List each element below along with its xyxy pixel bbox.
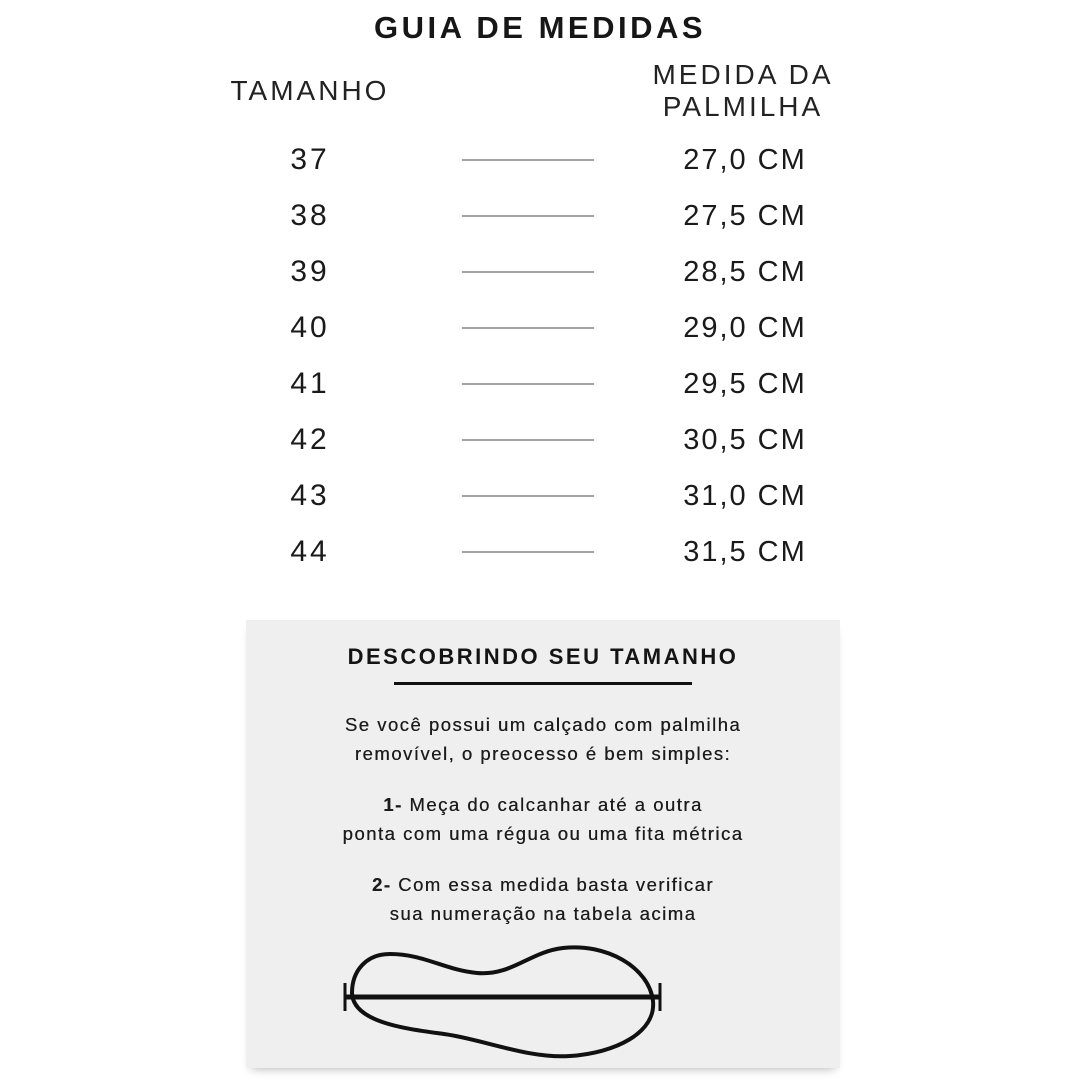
row-divider [390,439,630,441]
intro-text [345,710,741,768]
measure-value: 30,5 CM [683,423,807,456]
step-1-line-1-text: Meça do calcanhar até a outra [409,794,703,815]
size-value: 42 [290,423,330,456]
row-divider [390,271,630,273]
size-value: 37 [290,143,330,176]
row-divider [390,495,630,497]
intro-line-1: Se você possui um calçado com palmilha [344,714,742,735]
insole-diagram [342,941,674,1065]
divider-line [462,159,594,161]
size-table [230,54,850,580]
measure-value: 28,5 CM [683,255,807,288]
info-box-heading: DESCOBRINDO SEU TAMANHO [347,644,739,669]
size-value: 38 [290,199,330,232]
divider-line [462,495,594,497]
step-2-text [372,870,714,928]
table-row [230,300,850,356]
step-1-line-2: ponta com uma régua ou uma fita métrica [342,823,744,844]
measure-value: 31,0 CM [683,479,807,512]
divider-line [462,271,594,273]
table-row [230,132,850,188]
table-row [230,412,850,468]
divider-line [462,439,594,441]
step-2-number: 2- [372,874,392,895]
column-header-medida-palmilha: MEDIDA DA PALMILHA [652,59,834,122]
row-divider [390,383,630,385]
step-2-line-1 [372,870,714,899]
table-row [230,188,850,244]
measure-value: 31,5 CM [683,535,807,568]
table-row [230,524,850,580]
measure-value: 27,0 CM [683,143,807,176]
row-divider [390,551,630,553]
divider-line [462,215,594,217]
step-2-line-1-text: Com essa medida basta verificar [398,874,714,895]
row-divider [390,215,630,217]
step-1-text [343,790,744,848]
table-header-row [230,54,850,128]
heading-underline [394,682,692,685]
measure-value: 27,5 CM [683,199,807,232]
table-row [230,244,850,300]
divider-line [462,551,594,553]
measure-value: 29,0 CM [683,311,807,344]
info-box [246,620,840,1068]
size-value: 40 [290,311,330,344]
intro-line-2: removível, o preocesso é bem simples: [354,743,732,764]
table-row [230,356,850,412]
insole-outline-path [352,947,653,1056]
size-value: 43 [290,479,330,512]
size-value: 39 [290,255,330,288]
size-value: 41 [290,367,330,400]
table-rows [230,132,850,580]
table-row [230,468,850,524]
column-header-tamanho: TAMANHO [230,75,390,106]
row-divider [390,159,630,161]
step-2-line-2: sua numeração na tabela acima [389,903,697,924]
page-title: GUIA DE MEDIDAS [373,10,707,45]
row-divider [390,327,630,329]
measure-value: 29,5 CM [683,367,807,400]
size-value: 44 [290,535,330,568]
step-1-line-1 [343,790,744,819]
divider-line [462,327,594,329]
divider-line [462,383,594,385]
insole-outline-icon [342,941,674,1065]
step-1-number: 1- [383,794,403,815]
